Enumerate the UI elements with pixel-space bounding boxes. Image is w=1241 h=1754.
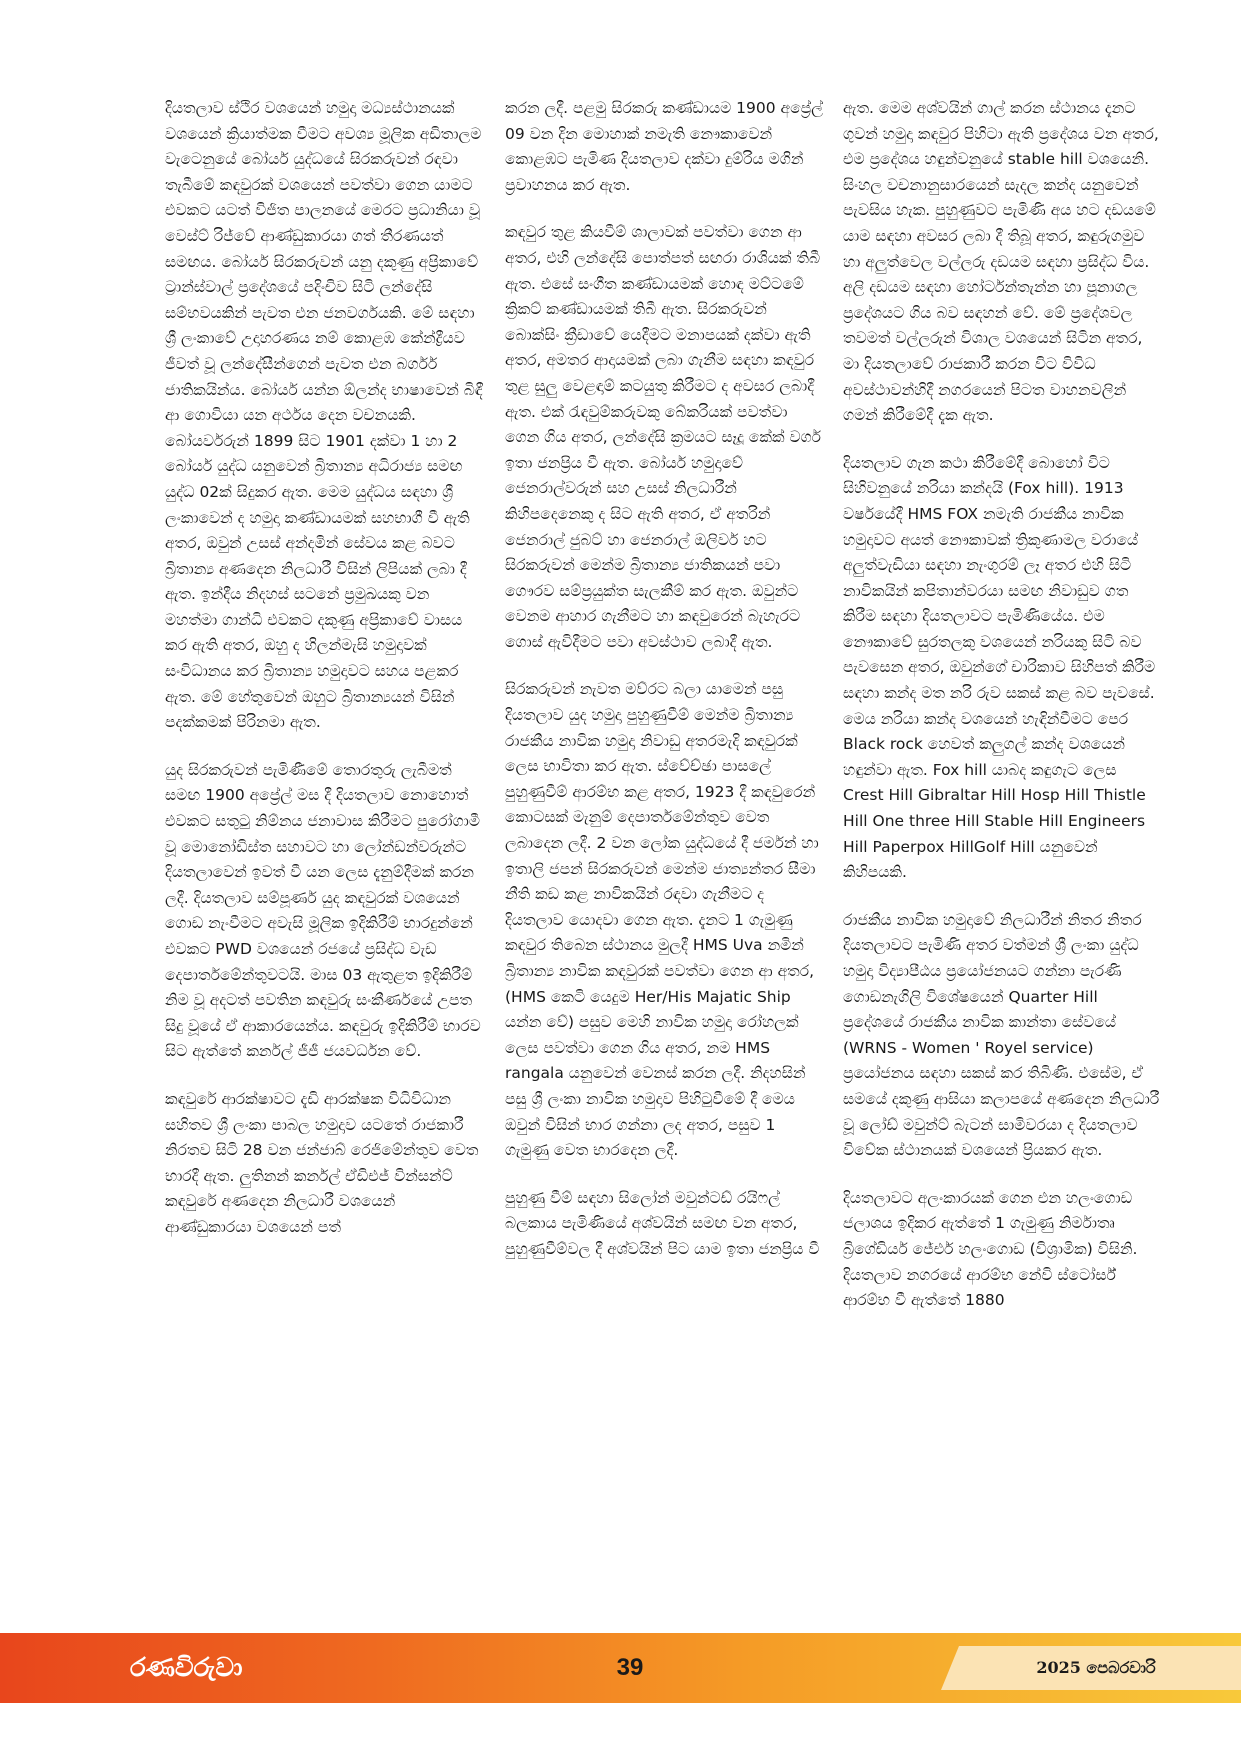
article-column-2 — [505, 96, 823, 1285]
paragraph: කඳවුරේ ආරක්ෂාවට දැඩි ආරක්ෂක විධිවිධාන සහිතව ශ්‍රී ලංකා පාබල හමුදාව යටතේ රාජකාරී නිරතව සිටි 28 වන ජන්ජාබ් රෙජිමේන්තුව වෙත භාරදී ඇත. ලුතිනන් කර්නල් ඒඩිඑජ් වින්සන්ට් කඳවුරේ අණදෙන නිලධාරී වශයෙන් ආණ්ඩුකාරයා වශයෙන් පත් — [165, 1089, 479, 1236]
article-body — [0, 96, 1241, 1606]
issue-date: 2025 පෙබරවාරි — [1036, 1658, 1156, 1677]
page-footer — [0, 1633, 1241, 1703]
paragraph: රාජකීය නාවික හමුදාවේ නිලධාරීන් නිතර නිතර දියතලාවට පැමිණි අතර වත්මන් ශ්‍රී ලංකා යුද්ධ හමුදා විද්‍යාපීඨය ප්‍රයෝජනයට ගන්නා පැරණි ගොඩනැගිලි විශේෂයෙන් Quarter Hill ප්‍රදේශයේ රාජකීය නාවික කාන්තා සේවයේ (WRNS - Women ' Royel service) ප්‍රයෝජනය සඳහා සකස් කර තිබිණි. එසේම, ඒ සමයේ දකුණු ආසියා කලාපයේ අණදෙන නිලධාරී වූ ලෝඩ් මවුන්ට් බැටන් සාමිවරයා ද දියතලාව විවේක ස්ථානයක් වශයෙන් ප්‍රියකර ඇත. — [843, 910, 1160, 1160]
paragraph: ඇත. මෙම අශ්වයින් ගාල් කරන ස්ථානය දැනට ගුවන් හමුදා කඳවුර පිහිටා ඇති ප්‍රදේශය වන අතර, එම ප්‍රදේශය හඳුන්වනුයේ stable hill වශයෙනි. සිංහල වචනානුසාරයෙන් සැදල කන්ද යනුවෙන් පැවසිය හැක. පුහුණුවට පැමිණි අය හට දඩයමේ යාම සඳහා අවසර ලබා දී තිබූ අතර, කඳුරුගමුව හා අලුත්වෙල වල්ලරු දඩයම සඳහා ප්‍රසිද්ධ විය. අලි දඩයම සඳහා හෝර්ටන්තැන්න හා පූනාගල ප්‍රදේශයට ගිය බව සඳහන් වේ. මේ ප්‍රදේශවල තවමත් වල්ලරුන් විශාල වශයෙන් සිටින අතර, මා දියතලාවේ රාජකාරී කරන විට විවිධ අවස්ථාවන්හිදී නගරයෙන් පිටත වාහනවලින් ගමන් කිරීමේදී දැක ඇත. — [843, 99, 1159, 425]
paragraph: කරන ලදී. පළමු සිරකරු කණ්ඩායම 1900 අප්‍රේල් 09 වන දින මොහාක් නමැති නෞකාවෙන් කොළඹට පැමිණ දියතලාව දක්වා දුම්රිය මගින් ප්‍රවාහනය කර ඇත. — [505, 99, 823, 194]
paragraph: පුහුණු වීම් සඳහා සිලෝන් මවුන්ටඩ් රයිෆල් බලකාය පැමිණියේ අශ්වයින් සමඟ වන අතර, පුහුණුවීම්වල දී අශ්වයින් පිට යාම ඉතා ජනප්‍රිය වී — [505, 1188, 820, 1258]
article-column-3 — [843, 96, 1161, 1336]
paragraph: කඳවුර තුළ කියවීම් ශාලාවක් පවත්වා ගෙන ආ අතර, එහි ලන්දේසි පොත්පත් සඟරා රාශියක් තිබී ඇත. එසේ සංගීත කණ්ඩායමක් හොඳ මට්ටමේ ක්‍රිකට් කණ්ඩායමක් තිබී ඇත. සිරකරුවන් බොක්සිං ක්‍රීඩාවේ යෙදීමට මනාපයක් දක්වා ඇති අතර, අමතර ආදායමක් ලබා ගැනීම සඳහා කඳවුර තුළ සුලු වෙළඳාම් කටයුතු කිරීමට ද අවසර ලබාදී ඇත. එක් රැඳවුම්කරුවකු බේකරියක් පවත්වා ගෙන ගිය අතර, ලන්දේසි ක්‍රමයට සෑදූ කේක් වර්ග ඉතා ජනප්‍රිය වී ඇත. බෝයර් හමුදාවේ ජෙනරාල්වරුන් සහ උසස් නිලධාරීන් කිහිපදෙනෙකු ද සිට ඇති අතර, ඒ අතරින් ජෙනරාල් ජුබට් හා ජෙනරාල් ඔලිවර් හට සිරකරුවන් මෙන්ම බ්‍රිතාන්‍ය ජාතිකයන් පවා ගෞරව සම්ප්‍රයුක්ත සැලකීම් කර ඇත. ඔවුන්ට වෙනම ආහාර ගැනීමට හා කඳවුරෙන් බැහැරට ගොස් ඇවිදීමට පවා අවස්ථාව ලබාදී ඇත. — [505, 223, 822, 651]
page-number: 39 — [616, 1654, 644, 1681]
paragraph: දියතලාව ස්ථිර වශයෙන් හමුදා මධ්‍යස්ථානයක් වශයෙන් ක්‍රියාත්මක වීමට අවශ්‍ය මූලික අඩිතාලම වැටෙනුයේ බෝයර් යුද්ධයේ සිරකරුවන් රඳවා තැබීමේ කඳවුරක් වශයෙන් පවත්වා ගෙන යාමට එවකට යටත් විජිත පාලනයේ මෙරට ප්‍රධානියා වූ වෙස්ට් රිජ්වේ ආණ්ඩුකාරයා ගත් තීරණයත් සමඟය. බෝයර් සිරකරුවන් යනු දකුණු අප්‍රිකාවේ ට්‍රාන්ස්වාල් ප්‍රදේශයේ පදිංචිව සිටි ලන්දේසි සම්භවයකින් පැවත එන ජනවර්ගයකි. මේ සඳහා ශ්‍රී ලංකාවේ උදාහරණය නම් කොළඹ කේන්ද්‍රීයව ජීවත් වූ ලන්දේසීන්ගෙන් පැවත එන බර්ගර් ජාතිකයින්ය. බෝයර් යන්න ඕලන්ද භාෂාවෙන් බිඳී ආ ගොවියා යන අර්ථය දෙන වචනයකි. බෝයර්වරුන් 1899 සිට 1901 දක්වා 1 හා 2 බෝයර් යුද්ධ යනුවෙන් බ්‍රිතාන්‍ය අධිරාජ්‍ය සමඟ යුද්ධ 02ක් සිදුකර ඇත. මෙම යුද්ධය සඳහා ශ්‍රී ලංකාවෙන් ද හමුදා කණ්ඩායමක් සහභාගී වී ඇති අතර, ඔවුන් උසස් අන්දමින් සේවය කළ බවට බ්‍රිතාන්‍ය අණදෙන නිලධාරී විසින් ලිපියක් ලබා දී ඇත. ඉන්දීය නිදහස් සටනේ ප්‍රමුඛයකු වන මහත්මා ගාන්ධි එවකට දකුණු අප්‍රිකාවේ වාසය කර ඇති අතර, ඔහු ද හිලන්මැසි හමුදාවක් සංවිධානය කර බ්‍රිතාන්‍ය හමුදාවට සහය පළකර ඇත. මේ හේතුවෙන් ඔහුට බ්‍රිතාන්‍යයන් විසින් පදක්කමක් පිරිනමා ඇත. — [165, 99, 483, 732]
paragraph: දියතලාවට අලංකාරයක් ගෙන එන හලංගොඩ ජලාශය ඉදිකර ඇත්තේ 1 ගැමුණු නිර්මාතෘ බ්‍රිගේඩියර් ජේඑර් හලංගොඩ (විශ්‍රාමික) විසිනි. දියතලාව නගරයේ ආරම්භ නේවි ස්ටෝර්ස් ආරම්භ වී ඇත්තේ 1880 — [843, 1188, 1138, 1310]
paragraph: දියතලාව ගැන කථා කිරීමේදී බොහෝ විට සිහිවනුයේ නරියා කන්දයි (Fox hill). 1913 වර්ෂයේදී HMS FOX නමැති රාජකීය නාවික හමුදාවට අයත් නෞකාවක් ත්‍රිකුණාමල වරායේ අලුත්වැඩියා සඳහා නැංගුරම් ලෑ අතර එහි සිටි නාවිකයින් කපිතාන්වරයා සමඟ නිවාඩුව ගත කිරීම සඳහා දියතලාවට පැමිණියේය. එම නෞකාවේ සුරතලකු වශයෙන් නරියකු සිටි බව පැවසෙන අතර, ඔවුන්ගේ චාරිකාව සිහිපත් කිරීම සඳහා කන්ද මත නරි රුව සකස් කළ බව පැවසේ. මෙය නරියා කන්ද වශයෙන් හැඳින්වීමට පෙර Black rock හෙවත් කලුගල් කන්ද වශයෙන් හඳුන්වා ඇත. Fox hill යාබද කඳුගැට ලෙස Crest Hill Gibraltar Hill Hosp Hill Thistle Hill One three Hill Stable Hill Engineers Hill Paperpox HillGolf Hill යනුවෙන් කිහිපයකි. — [843, 453, 1156, 882]
paragraph: සිරකරුවන් නැවත මව්රට බලා යාමෙන් පසු දියතලාව යුද හමුදා පුහුණුවීම් මෙන්ම බ්‍රිතාන්‍ය රාජකීය නාවික හමුදා නිවාඩු අතරමැදි කඳවුරක් ලෙස භාවිතා කර ඇත. ස්වේච්ඡා පාසලේ පුහුණුවීම් ආරම්භ කළ අතර, 1923 දී කඳවුරෙන් කොටසක් මැනුම් දෙපාර්තමේන්තුව වෙත ලබාදෙන ලදී. 2 වන ලෝක යුද්ධයේ දී ජර්මන් හා ඉතාලි ජපන් සිරකරුවන් මෙන්ම ජාත්‍යන්තර සීමා නීති කඩ කළ නාවිකයින් රඳවා ගැනීමට ද දියතලාව යොදවා ගෙන ඇත. දැනට 1 ගැමුණු කඳවුර තිබෙන ස්ථානය මුලදී HMS Uva නමින් බ්‍රිතාන්‍ය නාවික කඳවුරක් පවත්වා ගෙන ආ අතර, (HMS කෙටි යෙදුම Her/His Majatic Ship යන්න වේ) පසුව මෙහි නාවික හමුදා රෝහලක් ලෙස පවත්වා ගෙන ගිය අතර, නම HMS rangala යනුවෙන් වෙනස් කරන ලදී. නිදහසින් පසු ශ්‍රී ලංකා නාවික හමුදාව පිහිටුවීමේ දී මෙය ඔවුන් විසින් භාර ගන්නා ලද අතර, පසුව 1 ගැමුණු වෙත භාරදෙන ලදී. — [505, 680, 819, 1160]
article-column-1 — [165, 96, 483, 1263]
magazine-name: රණවිරුවා — [130, 1652, 243, 1683]
paragraph: යුද සිරකරුවන් පැමිණීමේ තොරතුරු ලැබීමත් සමඟ 1900 අප්‍රේල් මස දී දියතලාව නොහොත් එවකට සතුටු නිම්නය ජනාවාස කිරීමට පුරෝගාමී වූ මොනෝඩිස්ත සහාවට හා ලෝන්ඩන්වරුන්ට දියතලාවෙන් ඉවත් වී යන ලෙස දැනුම්දීමක් කරන ලදී. දියතලාව සම්පූර්ණ යුද කඳවුරක් වශයෙන් ගොඩ නැංවීමට අවැසි මූලික ඉදිකිරීම් භාරදුන්නේ එවකට PWD වශයෙන් රජයේ ප්‍රසිද්ධ වැඩ දෙපාර්තමේන්තුවටයි. මාස 03 ඇතුළත ඉදිකිරීම් නිම වූ අදටත් පවතින කඳවුරු සංකීර්ණයේ උපත සිදු වූයේ ඒ ආකාරයෙන්ය. කඳවුරු ඉදිකිරීම් භාරව සිට ඇත්තේ කර්නල් ජීජී ජයවර්ධන වේ. — [165, 760, 481, 1061]
